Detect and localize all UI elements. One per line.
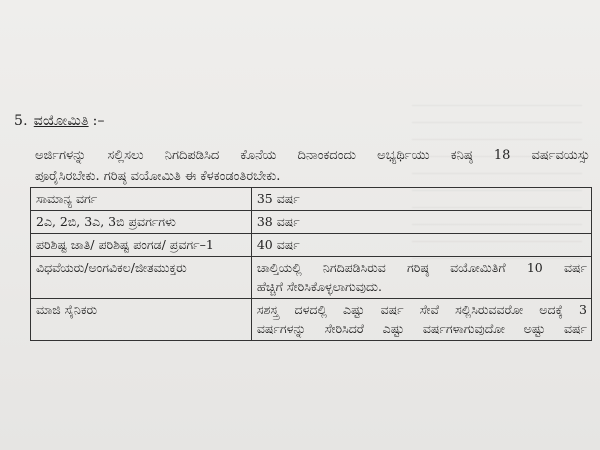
- table-row: [31, 234, 592, 257]
- category-cell: [31, 211, 252, 234]
- category-label: ಮಾಜಿ ಸೈನಿಕರು: [36, 302, 98, 317]
- age-limit-cell: [251, 299, 591, 341]
- section-title: ವಯೋಮಿತಿ: [33, 113, 89, 129]
- paragraph-line-2: ಪೂರೈಸಿರಬೇಕು. ಗರಿಷ್ಠ ವಯೋಮಿತಿ ಈ ಕೆಳಕಂಡಂತಿರಬೇಕು.: [35, 169, 281, 184]
- age-limit-cell: [251, 188, 591, 211]
- age-limit-line-2: ವರ್ಷಗಳನ್ನು ಸೇರಿಸಿದರೆ ಎಷ್ಟು ವರ್ಷಗಳಾಗುವುದೋ ಅಷ್ಟು ವರ್ಷ: [256, 321, 587, 336]
- category-label: ವಿಧವೆಯರು/ಅಂಗವಿಕಲ/ಜೀತಮುಕ್ತರು: [36, 260, 187, 275]
- age-limit-value: 35 ವರ್ಷ: [256, 191, 300, 206]
- category-cell: [31, 234, 252, 257]
- table-row: [31, 188, 592, 211]
- category-cell: [31, 257, 252, 299]
- section-heading: [14, 113, 105, 129]
- age-limit-cell: [251, 234, 591, 257]
- table-row: [31, 211, 592, 234]
- age-limit-line-2: ಹೆಚ್ಚಿಗೆ ಸೇರಿಸಿಕೊಳ್ಳಲಾಗುವುದು.: [256, 279, 382, 294]
- eligibility-paragraph: [35, 145, 590, 187]
- table-row: [31, 257, 592, 299]
- table-row: [31, 299, 592, 341]
- age-limit-line-1: ಚಾಲ್ತಿಯಲ್ಲಿ ನಿಗದಿಪಡಿಸಿರುವ ಗರಿಷ್ಠ ವಯೋಮಿತಿಗೆ 10 ವರ್ಷ: [256, 260, 587, 275]
- category-cell: [31, 299, 252, 341]
- age-limit-cell: [251, 211, 591, 234]
- category-label: ಸಾಮಾನ್ಯ ವರ್ಗ: [36, 191, 98, 206]
- age-limit-value: 40 ವರ್ಷ: [256, 237, 300, 252]
- section-number: 5.: [14, 113, 28, 129]
- category-cell: [31, 188, 252, 211]
- age-limit-line-1: ಸಶಸ್ತ್ರ ದಳದಲ್ಲಿ ಎಷ್ಟು ವರ್ಷ ಸೇವೆ ಸಲ್ಲಿಸಿರುವವರೋ ಅದಕ್ಕೆ 3: [256, 302, 587, 317]
- section-title-suffix: :–: [92, 113, 105, 129]
- paragraph-line-1: ಅರ್ಜಿಗಳನ್ನು ಸಲ್ಲಿಸಲು ನಿಗದಿಪಡಿಸಿದ ಕೊನೆಯ ದಿನಾಂಕದಂದು ಅಭ್ಯರ್ಥಿಯು ಕನಿಷ್ಠ 18 ವರ್ಷವಯಸ್ಸು: [35, 148, 590, 163]
- age-limit-value: 38 ವರ್ಷ: [256, 214, 300, 229]
- age-limit-table: [30, 187, 592, 341]
- category-label: 2ಎ, 2ಬಿ, 3ಎ, 3ಬಿ ಪ್ರವರ್ಗಗಳು: [36, 214, 176, 229]
- age-limit-cell: [251, 257, 591, 299]
- category-label: ಪರಿಶಿಷ್ಟ ಜಾತಿ/ ಪರಿಶಿಷ್ಟ ಪಂಗಡ/ ಪ್ರವರ್ಗ–1: [36, 237, 214, 252]
